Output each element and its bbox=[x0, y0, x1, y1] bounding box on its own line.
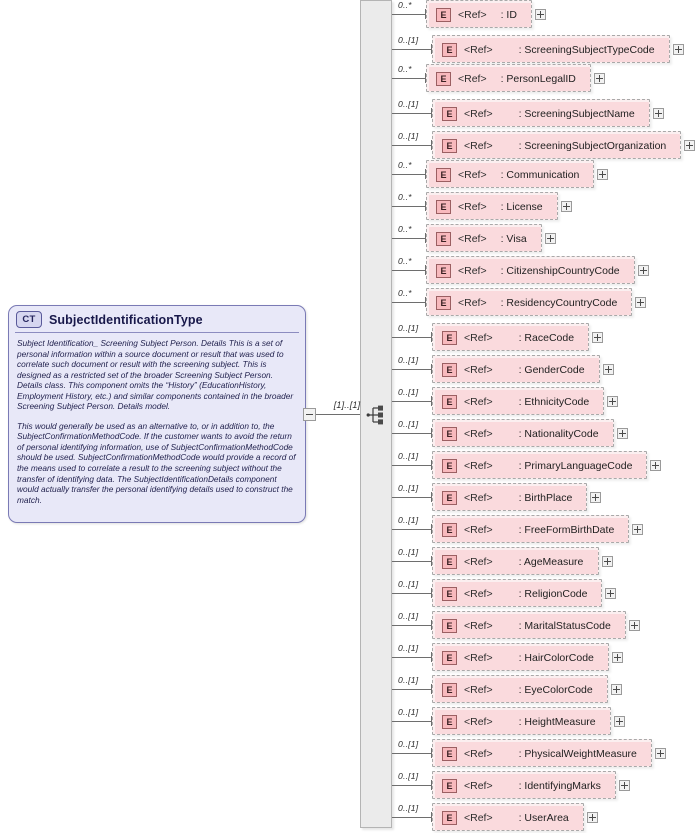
element-name: : EthnicityCode bbox=[518, 396, 590, 408]
connector-line bbox=[392, 497, 432, 498]
connector-line bbox=[392, 657, 432, 658]
element-name: : PersonLegalID bbox=[500, 73, 576, 85]
element-box[interactable] bbox=[432, 515, 629, 543]
connector-line bbox=[392, 206, 426, 207]
element-ref-label: <Ref> bbox=[464, 332, 493, 344]
expand-toggle-plus-icon[interactable] bbox=[561, 201, 572, 212]
element-cardinality: 0..* bbox=[398, 224, 412, 234]
element-cardinality: 0..[1] bbox=[398, 35, 419, 45]
connector-line bbox=[392, 817, 432, 818]
element-name: : License bbox=[500, 201, 543, 213]
element-badge-icon: E bbox=[442, 139, 457, 153]
expand-toggle-plus-icon[interactable] bbox=[535, 9, 546, 20]
element-ref-label: <Ref> bbox=[464, 108, 493, 120]
complex-type-box[interactable] bbox=[8, 305, 306, 523]
element-name: : FreeFormBirthDate bbox=[518, 524, 615, 536]
connector-line bbox=[392, 465, 432, 466]
element-box[interactable] bbox=[432, 611, 626, 639]
element-box[interactable] bbox=[426, 0, 532, 28]
expand-toggle-plus-icon[interactable] bbox=[603, 364, 614, 375]
expand-toggle-plus-icon[interactable] bbox=[638, 265, 649, 276]
element-ref-label: <Ref> bbox=[458, 265, 487, 277]
expand-toggle-plus-icon[interactable] bbox=[635, 297, 646, 308]
element-cardinality: 0..[1] bbox=[398, 611, 419, 621]
element-ref-label: <Ref> bbox=[464, 588, 493, 600]
element-cardinality: 0..[1] bbox=[398, 707, 419, 717]
element-name: : IdentifyingMarks bbox=[518, 780, 601, 792]
element-ref-label: <Ref> bbox=[464, 492, 493, 504]
element-badge-icon: E bbox=[442, 43, 457, 57]
expand-toggle-plus-icon[interactable] bbox=[673, 44, 684, 55]
expand-toggle-plus-icon[interactable] bbox=[650, 460, 661, 471]
element-cardinality: 0..* bbox=[398, 256, 412, 266]
element-box[interactable] bbox=[432, 707, 611, 735]
element-name: : Communication bbox=[500, 169, 580, 181]
element-box[interactable] bbox=[432, 355, 600, 383]
element-badge-icon: E bbox=[442, 555, 457, 569]
element-cardinality: 0..* bbox=[398, 160, 412, 170]
connector-line bbox=[392, 14, 426, 15]
element-ref-label: <Ref> bbox=[464, 44, 493, 56]
element-ref-label: <Ref> bbox=[464, 556, 493, 568]
element-box[interactable] bbox=[432, 803, 584, 831]
element-ref-label: <Ref> bbox=[458, 297, 487, 309]
element-name: : EyeColorCode bbox=[518, 684, 593, 696]
connector-line bbox=[392, 433, 432, 434]
expand-toggle-plus-icon[interactable] bbox=[632, 524, 643, 535]
expand-toggle-plus-icon[interactable] bbox=[611, 684, 622, 695]
element-box[interactable] bbox=[426, 64, 591, 92]
documentation-paragraph-2: This would generally be used as an alternative to, or in addition to, the SubjectConfirmationMethodCode. If the customer wants to avoid the return of personal identifying information, use of SubjectConfirmationMethodCode should be used. SubjectConfirmationMethodCode would provide a record of the means used to correlate a result to the screening subject without the transfer of identifying data. The SubjectIdentificationDetails component would actually transfer the personal identifying details used to construct the match. bbox=[17, 420, 296, 505]
element-name: : PhysicalWeightMeasure bbox=[518, 748, 637, 760]
element-ref-label: <Ref> bbox=[464, 652, 493, 664]
element-cardinality: 0..[1] bbox=[398, 771, 419, 781]
element-badge-icon: E bbox=[442, 811, 457, 825]
element-badge-icon: E bbox=[442, 779, 457, 793]
element-box[interactable] bbox=[432, 387, 604, 415]
connector-line bbox=[392, 174, 426, 175]
element-cardinality: 0..[1] bbox=[398, 515, 419, 525]
element-cardinality: 0..[1] bbox=[398, 323, 419, 333]
expand-toggle-plus-icon[interactable] bbox=[612, 652, 623, 663]
connector-line bbox=[392, 721, 432, 722]
element-ref-label: <Ref> bbox=[458, 73, 487, 85]
expand-toggle-plus-icon[interactable] bbox=[653, 108, 664, 119]
element-name: : ScreeningSubjectOrganization bbox=[518, 140, 667, 152]
expand-toggle-plus-icon[interactable] bbox=[614, 716, 625, 727]
element-ref-label: <Ref> bbox=[464, 812, 493, 824]
connector-line bbox=[392, 113, 432, 114]
connector-line bbox=[392, 270, 426, 271]
element-name: : UserArea bbox=[518, 812, 569, 824]
connector-line bbox=[392, 145, 432, 146]
element-cardinality: 0..[1] bbox=[398, 483, 419, 493]
expand-toggle-plus-icon[interactable] bbox=[545, 233, 556, 244]
element-name: : HairColorCode bbox=[518, 652, 594, 664]
connector-line bbox=[316, 414, 363, 415]
connector-line bbox=[392, 753, 432, 754]
element-cardinality: 0..[1] bbox=[398, 803, 419, 813]
expand-toggle-plus-icon[interactable] bbox=[607, 396, 618, 407]
element-badge-icon: E bbox=[436, 296, 451, 310]
complex-type-badge-icon: CT bbox=[16, 311, 42, 328]
element-cardinality: 0..[1] bbox=[398, 547, 419, 557]
element-name: : RaceCode bbox=[518, 332, 575, 344]
sequence-compositor-icon[interactable] bbox=[366, 404, 388, 426]
element-ref-label: <Ref> bbox=[464, 428, 493, 440]
element-badge-icon: E bbox=[442, 651, 457, 665]
element-box[interactable] bbox=[432, 483, 587, 511]
expand-toggle-plus-icon[interactable] bbox=[629, 620, 640, 631]
element-badge-icon: E bbox=[442, 683, 457, 697]
expand-toggle-plus-icon[interactable] bbox=[605, 588, 616, 599]
element-box[interactable] bbox=[426, 288, 632, 316]
element-badge-icon: E bbox=[442, 427, 457, 441]
element-name: : PrimaryLanguageCode bbox=[518, 460, 633, 472]
connector-line bbox=[392, 401, 432, 402]
element-box[interactable] bbox=[432, 99, 650, 127]
element-badge-icon: E bbox=[442, 587, 457, 601]
connector-line bbox=[392, 593, 432, 594]
element-cardinality: 0..[1] bbox=[398, 643, 419, 653]
element-badge-icon: E bbox=[436, 8, 451, 22]
element-badge-icon: E bbox=[442, 363, 457, 377]
element-name: : ID bbox=[500, 9, 517, 21]
element-ref-label: <Ref> bbox=[458, 201, 487, 213]
element-box[interactable] bbox=[432, 131, 681, 159]
element-ref-label: <Ref> bbox=[458, 233, 487, 245]
element-box[interactable] bbox=[432, 35, 670, 63]
element-name: : MaritalStatusCode bbox=[518, 620, 611, 632]
element-cardinality: 0..[1] bbox=[398, 355, 419, 365]
connector-line bbox=[392, 49, 432, 50]
expand-toggle-plus-icon[interactable] bbox=[594, 73, 605, 84]
element-ref-label: <Ref> bbox=[464, 716, 493, 728]
complex-type-header bbox=[9, 306, 305, 331]
element-name: : BirthPlace bbox=[518, 492, 573, 504]
element-box[interactable] bbox=[432, 547, 599, 575]
expand-toggle-plus-icon[interactable] bbox=[602, 556, 613, 567]
expand-toggle-plus-icon[interactable] bbox=[619, 780, 630, 791]
connector-line bbox=[392, 78, 426, 79]
element-badge-icon: E bbox=[436, 232, 451, 246]
element-ref-label: <Ref> bbox=[464, 396, 493, 408]
element-name: : GenderCode bbox=[518, 364, 585, 376]
element-cardinality: 0..[1] bbox=[398, 387, 419, 397]
element-badge-icon: E bbox=[436, 72, 451, 86]
element-cardinality: 0..* bbox=[398, 192, 412, 202]
element-name: : ResidencyCountryCode bbox=[500, 297, 618, 309]
expand-toggle-plus-icon[interactable] bbox=[592, 332, 603, 343]
element-cardinality: 0..* bbox=[398, 64, 412, 74]
element-box[interactable] bbox=[432, 579, 602, 607]
element-ref-label: <Ref> bbox=[464, 780, 493, 792]
element-box[interactable] bbox=[432, 323, 589, 351]
element-ref-label: <Ref> bbox=[464, 748, 493, 760]
element-ref-label: <Ref> bbox=[464, 140, 493, 152]
element-box[interactable] bbox=[432, 771, 616, 799]
element-cardinality: 0..[1] bbox=[398, 675, 419, 685]
complex-type-title: SubjectIdentificationType bbox=[49, 312, 203, 327]
connector-line bbox=[392, 561, 432, 562]
connector-line bbox=[392, 785, 432, 786]
element-name: : ScreeningSubjectTypeCode bbox=[518, 44, 655, 56]
element-box[interactable] bbox=[432, 739, 652, 767]
element-ref-label: <Ref> bbox=[464, 364, 493, 376]
element-badge-icon: E bbox=[436, 264, 451, 278]
expand-toggle-plus-icon[interactable] bbox=[587, 812, 598, 823]
element-badge-icon: E bbox=[442, 491, 457, 505]
element-name: : HeightMeasure bbox=[518, 716, 596, 728]
element-name: : AgeMeasure bbox=[518, 556, 584, 568]
collapse-toggle-minus-icon[interactable] bbox=[303, 408, 316, 421]
compositor-cardinality: [1]..[1] bbox=[333, 400, 361, 410]
element-name: : CitizenshipCountryCode bbox=[500, 265, 620, 277]
connector-line bbox=[392, 369, 432, 370]
element-badge-icon: E bbox=[442, 747, 457, 761]
element-ref-label: <Ref> bbox=[458, 9, 487, 21]
element-ref-label: <Ref> bbox=[464, 524, 493, 536]
expand-toggle-plus-icon[interactable] bbox=[597, 169, 608, 180]
element-cardinality: 0..* bbox=[398, 288, 412, 298]
element-cardinality: 0..[1] bbox=[398, 451, 419, 461]
element-ref-label: <Ref> bbox=[458, 169, 487, 181]
element-badge-icon: E bbox=[436, 200, 451, 214]
element-box[interactable] bbox=[426, 192, 558, 220]
element-box[interactable] bbox=[426, 256, 635, 284]
element-name: : ScreeningSubjectName bbox=[518, 108, 635, 120]
element-cardinality: 0..[1] bbox=[398, 739, 419, 749]
connector-line bbox=[392, 529, 432, 530]
element-badge-icon: E bbox=[442, 107, 457, 121]
element-cardinality: 0..[1] bbox=[398, 99, 419, 109]
connector-line bbox=[392, 337, 432, 338]
element-badge-icon: E bbox=[442, 715, 457, 729]
connector-line bbox=[392, 302, 426, 303]
element-box[interactable] bbox=[426, 224, 542, 252]
element-cardinality: 0..* bbox=[398, 0, 412, 10]
element-ref-label: <Ref> bbox=[464, 620, 493, 632]
element-cardinality: 0..[1] bbox=[398, 419, 419, 429]
element-name: : Visa bbox=[500, 233, 527, 245]
connector-line bbox=[392, 238, 426, 239]
element-cardinality: 0..[1] bbox=[398, 579, 419, 589]
element-box[interactable] bbox=[432, 451, 647, 479]
expand-toggle-plus-icon[interactable] bbox=[655, 748, 666, 759]
element-box[interactable] bbox=[432, 643, 609, 671]
connector-line bbox=[392, 689, 432, 690]
element-cardinality: 0..[1] bbox=[398, 131, 419, 141]
element-badge-icon: E bbox=[442, 459, 457, 473]
expand-toggle-plus-icon[interactable] bbox=[590, 492, 601, 503]
element-badge-icon: E bbox=[436, 168, 451, 182]
element-box[interactable] bbox=[432, 419, 614, 447]
connector-line bbox=[392, 625, 432, 626]
element-badge-icon: E bbox=[442, 331, 457, 345]
element-ref-label: <Ref> bbox=[464, 460, 493, 472]
element-badge-icon: E bbox=[442, 523, 457, 537]
documentation-paragraph-1: Subject Identification_ Screening Subject Person. Details This is a set of personal information within a source document or result that was used to correlate such document or result with the screening subject. This is designed as a restricted set of the broader Screening Subject Person. Details class. This component omits the “History” (EducationHistory, Employment History, etc.) and similar components contained in the broader Screening Subject Person. Details model. bbox=[17, 338, 294, 412]
element-name: : ReligionCode bbox=[518, 588, 588, 600]
element-box[interactable] bbox=[426, 160, 594, 188]
element-box[interactable] bbox=[432, 675, 608, 703]
expand-toggle-plus-icon[interactable] bbox=[684, 140, 695, 151]
element-ref-label: <Ref> bbox=[464, 684, 493, 696]
expand-toggle-plus-icon[interactable] bbox=[617, 428, 628, 439]
complex-type-documentation bbox=[9, 333, 305, 509]
element-badge-icon: E bbox=[442, 619, 457, 633]
element-name: : NationalityCode bbox=[518, 428, 599, 440]
element-badge-icon: E bbox=[442, 395, 457, 409]
